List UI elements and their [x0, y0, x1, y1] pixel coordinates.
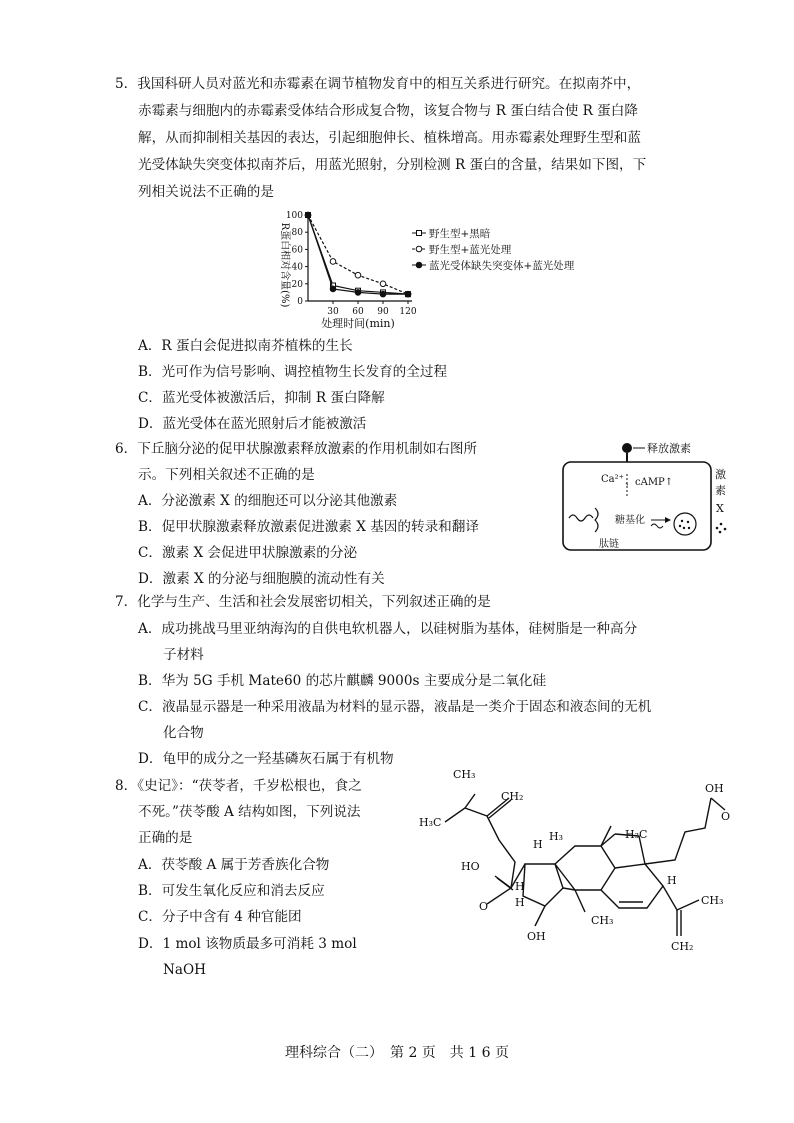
q7-option-d[interactable]: D．龟甲的成分之一羟基磷灰石属于有机物 — [138, 751, 394, 767]
chart-y-tick-label: 80 — [291, 228, 303, 239]
svg-text:CH₂: CH₂ — [671, 940, 694, 953]
q8-option-a[interactable]: A．茯苓酸 A 属于芳香族化合物 — [138, 857, 330, 873]
q7-option-b[interactable]: B．华为 5G 手机 Mate60 的芯片麒麟 9000s 主要成分是二氧化硅 — [138, 673, 547, 689]
release-hormone-label: 释放激素 — [647, 442, 691, 455]
q8-option-c[interactable]: C．分子中含有 4 种官能团 — [138, 909, 302, 925]
svg-text:CH₃: CH₃ — [591, 914, 614, 927]
chart-data-point — [330, 286, 336, 292]
chart-series-line — [308, 215, 408, 294]
svg-text:H: H — [667, 874, 677, 887]
q7-option-a-cont: 子材料 — [163, 647, 204, 663]
svg-text:H₃: H₃ — [549, 830, 564, 843]
chart-data-point — [305, 212, 311, 218]
hormone-mechanism-diagram — [555, 438, 735, 558]
svg-text:H: H — [533, 838, 543, 851]
chart-y-tick-label: 40 — [291, 262, 303, 273]
svg-text:OH: OH — [527, 930, 546, 943]
svg-text:H: H — [515, 880, 525, 893]
q6-option-c[interactable]: C．激素 X 会促进甲状腺激素的分泌 — [138, 545, 358, 561]
q6-option-a[interactable]: A．分泌激素 X 的细胞还可以分泌其他激素 — [138, 493, 398, 509]
q5-stem-line: 赤霉素与细胞内的赤霉素受体结合形成复合物，该复合物与 R 蛋白结合使 R 蛋白降 — [138, 103, 638, 119]
chart-legend-label: 蓝光受体缺失突变体+蓝光处理 — [429, 260, 575, 272]
chart-legend-label: 野生型+蓝光处理 — [429, 244, 512, 256]
poria-acid-structure — [415, 768, 745, 973]
mrna-wave-icon — [569, 515, 593, 521]
q5-option-a[interactable]: A．R 蛋白会促进拟南芥植株的生长 — [138, 338, 353, 354]
hormone-x-label-3: X — [716, 502, 724, 515]
svg-text:CH₂: CH₂ — [501, 790, 524, 803]
camp-label: 、cAMP↑ — [625, 477, 674, 488]
molecule-bonds — [445, 794, 725, 936]
receptor-icon — [622, 443, 632, 453]
q8-stem-line: 不死。”茯苓酸 A 结构如图，下列说法 — [138, 804, 361, 820]
q6-stem-line: 示。下列相关叙述不正确的是 — [138, 467, 315, 483]
q8-stem-line: 8．《史记》：“茯苓者，千岁松根也，食之 — [115, 778, 362, 794]
chart-y-tick-label: 100 — [285, 211, 303, 221]
q6-option-b[interactable]: B．促甲状腺激素释放激素促进激素 X 基因的转录和翻译 — [138, 519, 479, 535]
hormone-x-label-1: 激 — [715, 468, 726, 481]
q5-option-c[interactable]: C．蓝光受体被激活后，抑制 R 蛋白降解 — [138, 390, 385, 406]
hormone-x-label-2: 素 — [715, 484, 726, 497]
svg-text:O: O — [479, 900, 489, 913]
chart-data-point — [380, 291, 386, 297]
chart-legend-marker — [416, 246, 422, 252]
ca-label: Ca²⁺ — [601, 474, 624, 485]
q5-stem-line: 光受体缺失突变体拟南芥后，用蓝光照射，分别检测 R 蛋白的含量，结果如下图，下 — [138, 157, 647, 173]
q8-stem-line: 正确的是 — [138, 830, 193, 846]
chart-data-point — [405, 291, 411, 297]
chart-ylabel: R蛋白相对含量(%) — [279, 222, 290, 308]
q5-stem-line: 5．我国科研人员对蓝光和赤霉素在调节植物发育中的相互关系进行研究。在拟南芥中， — [115, 76, 641, 92]
q8-option-d[interactable]: D．1 mol 该物质最多可消耗 3 mol — [138, 936, 357, 952]
chart-data-point — [355, 272, 361, 278]
chart-x-tick-label: 90 — [377, 307, 389, 317]
q5-option-d[interactable]: D．蓝光受体在蓝光照射后才能被激活 — [138, 416, 367, 432]
chart-y-tick-label: 20 — [291, 279, 303, 290]
q7-option-c[interactable]: C．液晶显示器是一种采用液晶为材料的显示器，液晶是一类介于固态和液态间的无机 — [138, 699, 652, 715]
chart-legend-marker — [417, 231, 422, 236]
chart-legend-label: 野生型+黑暗 — [429, 228, 491, 240]
chart-y-tick-label: 60 — [291, 245, 303, 256]
q7-option-a[interactable]: A．成功挑战马里亚纳海沟的自供电软机器人，以硅树脂为基体，硅树脂是一种高分 — [138, 621, 638, 637]
q5-stem-line: 解，从而抑制相关基因的表达，引起细胞伸长、植株增高。用赤霉素处理野生型和蓝 — [138, 130, 641, 146]
svg-text:HO: HO — [461, 860, 480, 873]
chart-data-point — [355, 290, 361, 296]
ribosome-icon — [595, 508, 598, 532]
q8-option-d-cont: NaOH — [163, 962, 206, 978]
chart-y-tick-label: 0 — [297, 297, 303, 307]
q8-option-b[interactable]: B．可发生氧化反应和消去反应 — [138, 883, 325, 899]
q5-stem-line: 列相关说法不正确的是 — [138, 184, 274, 200]
svg-text:OH: OH — [705, 782, 724, 795]
svg-text:CH₃: CH₃ — [701, 894, 724, 907]
r-protein-line-chart — [270, 205, 610, 335]
cell-outline — [563, 462, 711, 550]
chart-x-tick-label: 60 — [352, 307, 364, 317]
chart-series-line — [308, 215, 408, 294]
svg-text:H₃C: H₃C — [419, 816, 442, 829]
chart-legend-marker — [416, 262, 422, 268]
q6-option-d[interactable]: D．激素 X 的分泌与细胞膜的流动性有关 — [138, 571, 385, 587]
svg-text:H₃C: H₃C — [625, 828, 648, 841]
svg-text:CH₃: CH₃ — [453, 768, 476, 781]
chart-data-point — [380, 281, 386, 287]
molecule-labels — [419, 768, 730, 953]
q5-option-b[interactable]: B．光可作为信号影响、调控植物生长发育的全过程 — [138, 364, 448, 380]
peptide-label: 肽链 — [599, 539, 619, 550]
q7-stem-line: 7．化学与生产、生活和社会发展密切相关，下列叙述正确的是 — [115, 594, 491, 610]
chart-x-tick-label: 120 — [399, 307, 417, 317]
vesicle-icon — [674, 513, 696, 535]
glycosylation-label: 糖基化 — [615, 515, 645, 526]
chart-series-line — [308, 215, 408, 294]
chart-xlabel: 处理时间(min) — [321, 317, 395, 330]
page-footer: 理科综合（二） 第 2 页 共 1 6 页 — [285, 1045, 509, 1061]
chart-x-tick-label: 30 — [327, 307, 339, 317]
svg-text:O: O — [721, 810, 731, 823]
chart-data-point — [330, 259, 336, 265]
svg-text:H: H — [515, 896, 525, 909]
q7-option-c-cont: 化合物 — [163, 725, 204, 741]
q6-stem-line: 6．下丘脑分泌的促甲状腺激素释放激素的作用机制如右图所 — [115, 441, 478, 457]
